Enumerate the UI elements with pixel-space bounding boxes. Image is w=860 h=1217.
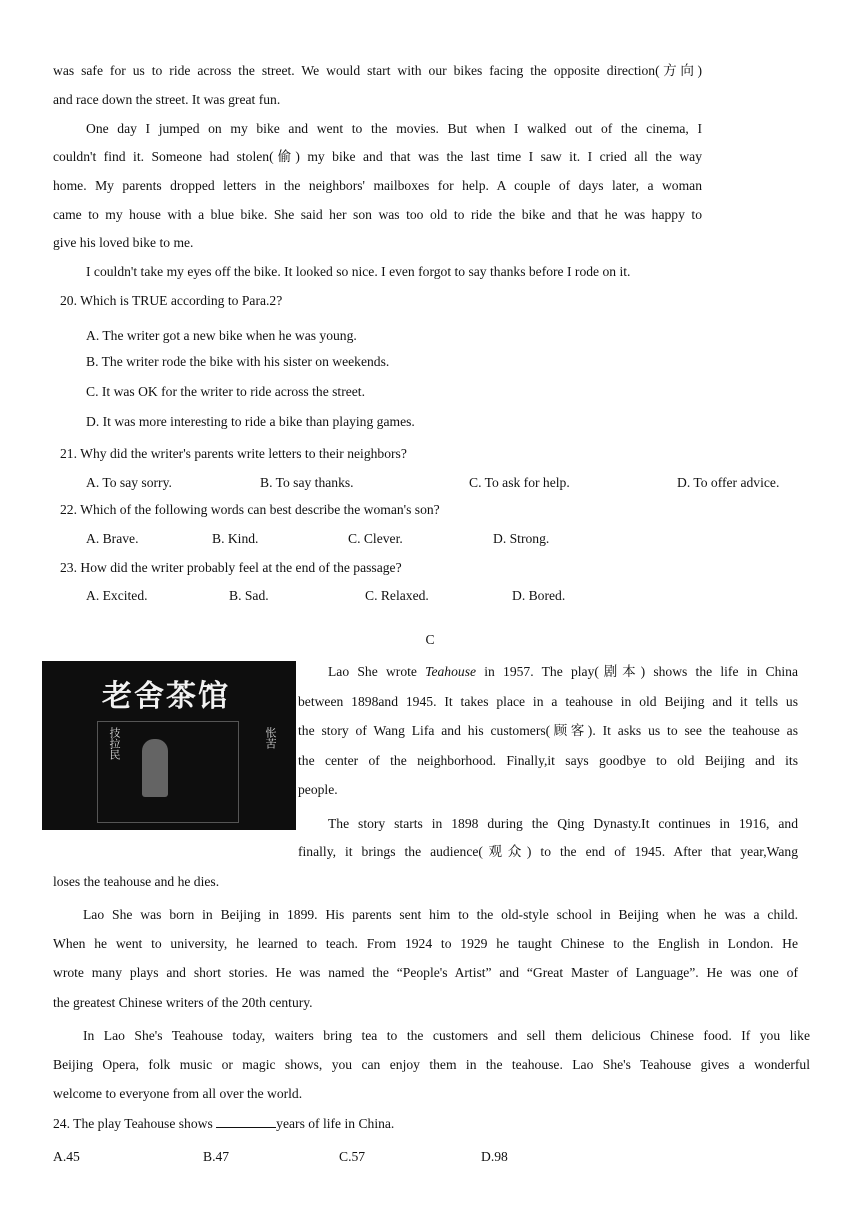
para3-line-2: couldn't find it. Someone had stolen(偷) my bike and that was the last time I saw it. I cried all the way: [53, 149, 702, 164]
q23-option-d: D. Bored.: [512, 588, 566, 603]
q23-option-a: A. Excited.: [86, 588, 148, 603]
photo-title: 老舍茶馆: [102, 679, 230, 714]
q20-option-c: C. It was OK for the writer to ride across the street.: [86, 384, 365, 399]
q23-option-b: B. Sad.: [229, 588, 269, 603]
q21-option-b: B. To say thanks.: [260, 475, 354, 490]
answer-blank: [216, 1115, 276, 1128]
c-para1-line-5: people.: [298, 782, 338, 797]
c-para3-line-4: the greatest Chinese writers of the 20th century.: [53, 995, 313, 1010]
q20-option-a: A. The writer got a new bike when he was young.: [86, 328, 357, 343]
section-heading-c: C: [425, 632, 435, 647]
q22-option-a: A. Brave.: [86, 531, 139, 546]
passage-b-line-1: was safe for us to ride across the street. We would start with our bikes facing the opposite direction(方向): [53, 63, 702, 78]
q21-option-d: D. To offer advice.: [677, 475, 780, 490]
q24-option-a: A.45: [53, 1149, 80, 1164]
c-para4-line-1: In Lao She's Teahouse today, waiters bring tea to the customers and sell them delicious Chinese food. If you like: [83, 1028, 810, 1043]
c-para2-line-2: finally, it brings the audience(观众) to the end of 1945. After that year,Wang: [298, 844, 798, 859]
photo-left-scroll: 技拉民: [108, 727, 121, 760]
q22-option-d: D. Strong.: [493, 531, 550, 546]
q22-option-c: C. Clever.: [348, 531, 403, 546]
c-para1-line-2: between 1898and 1945. It takes place in a teahouse in old Beijing and it tells us: [298, 694, 798, 709]
passage-b-line-2: and race down the street. It was great fun.: [53, 92, 281, 107]
q21-option-c: C. To ask for help.: [469, 475, 570, 490]
q21-option-a: A. To say sorry.: [86, 475, 172, 490]
c-para4-line-2: Beijing Opera, folk music or magic shows, you can enjoy them in the teahouse. Lao She's Teahouse gives a wonderful: [53, 1057, 810, 1072]
photo-right-scroll: 怅苦: [264, 727, 277, 749]
c-para1-line-3: the story of Wang Lifa and his customers(顾客). It asks us to see the teahouse as: [298, 723, 798, 738]
c-para1-line-1: Lao She wrote Teahouse in 1957. The play(剧本) shows the life in China: [328, 664, 798, 679]
c-para4-line-3: welcome to everyone from all over the world.: [53, 1086, 303, 1101]
photo-figure: [142, 739, 168, 797]
q23-option-c: C. Relaxed.: [365, 588, 429, 603]
q20-option-b: B. The writer rode the bike with his sister on weekends.: [86, 354, 390, 369]
question-24: 24. The play Teahouse shows years of life in China.: [53, 1116, 395, 1131]
c-para3-line-2: When he went to university, he learned to teach. From 1924 to 1929 he taught Chinese to the English in London. He: [53, 936, 798, 951]
c-para3-line-3: wrote many plays and short stories. He was named the “People's Artist” and “Great Master of Language”. He was one of: [53, 965, 798, 980]
question-22: 22. Which of the following words can best describe the woman's son?: [60, 502, 440, 517]
c-para3-line-1: Lao She was born in Beijing in 1899. His parents sent him to the old-style school in Beijing when he was a child.: [83, 907, 798, 922]
c-para2-line-3: loses the teahouse and he dies.: [53, 874, 220, 889]
para4-line: I couldn't take my eyes off the bike. It looked so nice. I even forgot to say thanks before I rode on it.: [86, 264, 631, 279]
c-para1-line-4: the center of the neighborhood. Finally,it says goodbye to old Beijing and its: [298, 753, 798, 768]
q24-option-c: C.57: [339, 1149, 366, 1164]
q22-option-b: B. Kind.: [212, 531, 259, 546]
para3-line-3: home. My parents dropped letters in the neighbors' mailboxes for help. A couple of days later, a woman: [53, 178, 702, 193]
question-23: 23. How did the writer probably feel at the end of the passage?: [60, 560, 402, 575]
para3-line-1: One day I jumped on my bike and went to the movies. But when I walked out of the cinema, I: [86, 121, 702, 136]
question-21: 21. Why did the writer's parents write letters to their neighbors?: [60, 446, 407, 461]
teahouse-photo: [42, 661, 296, 830]
para3-line-5: give his loved bike to me.: [53, 235, 194, 250]
q20-option-d: D. It was more interesting to ride a bike than playing games.: [86, 414, 415, 429]
c-para2-line-1: The story starts in 1898 during the Qing Dynasty.It continues in 1916, and: [328, 816, 798, 831]
q24-option-d: D.98: [481, 1149, 508, 1164]
question-20: 20. Which is TRUE according to Para.2?: [60, 293, 283, 308]
para3-line-4: came to my house with a blue bike. She said her son was too old to ride the bike and that he was happy to: [53, 207, 702, 222]
q24-option-b: B.47: [203, 1149, 230, 1164]
